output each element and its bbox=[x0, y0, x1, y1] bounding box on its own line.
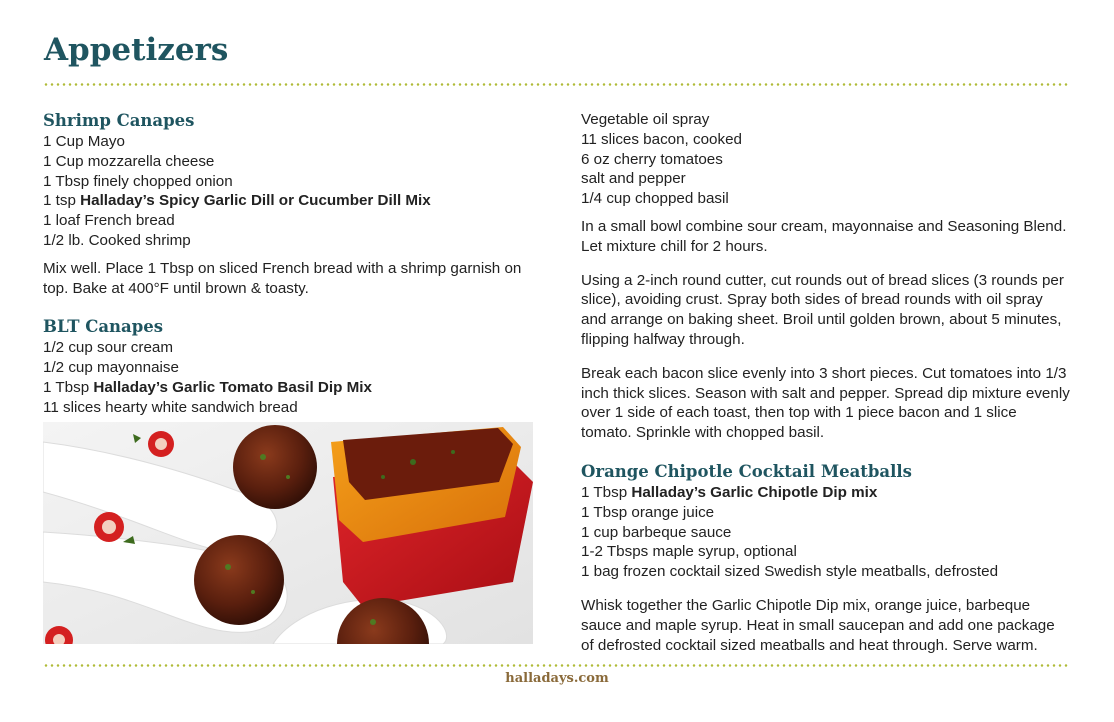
ingredient: 11 slices bacon, cooked bbox=[581, 130, 742, 148]
ingredient: 6 oz cherry tomatoes bbox=[581, 150, 723, 168]
ingredient: 1/2 cup mayonnaise bbox=[43, 359, 179, 377]
ingredient: 1 Cup mozzarella cheese bbox=[43, 152, 215, 170]
footer-website: halladays.com bbox=[505, 671, 609, 686]
shrimp-ingredients bbox=[43, 132, 533, 251]
ingredient: 1 bag frozen cocktail sized Swedish style meatballs, defrosted bbox=[581, 563, 999, 581]
ingredient-amount: 1 Tbsp bbox=[43, 378, 94, 396]
blt-ingredients-continued bbox=[581, 110, 1071, 209]
ingredient: 11 slices hearty white sandwich bread bbox=[43, 398, 298, 416]
ingredient bbox=[43, 191, 533, 211]
ingredient: 1/2 cup sour cream bbox=[43, 339, 173, 357]
bottom-divider bbox=[43, 664, 1070, 667]
ingredient: 1-2 Tbsps maple syrup, optional bbox=[581, 543, 797, 561]
ingredient: 1/2 lb. Cooked shrimp bbox=[43, 231, 191, 249]
ingredient: 1 Tbsp finely chopped onion bbox=[43, 172, 233, 190]
blt-direction-1: In a small bowl combine sour cream, mayonnaise and Seasoning Blend. Let mixture chill for 2 hours. bbox=[581, 217, 1067, 255]
meatballs-title: Orange Chipotle Cocktail Meatballs bbox=[581, 461, 912, 481]
ingredient: Vegetable oil spray bbox=[581, 111, 710, 128]
product-name: Halladay’s Garlic Tomato Basil Dip Mix bbox=[93, 378, 372, 396]
product-name: Halladay’s Garlic Chipotle Dip mix bbox=[631, 483, 878, 501]
shrimp-directions: Mix well. Place 1 Tbsp on sliced French bread with a shrimp garnish on top. Bake at 400°F until brown & toasty. bbox=[43, 259, 522, 297]
blt-ingredients bbox=[43, 338, 533, 417]
meatballs-ingredients bbox=[581, 483, 1071, 582]
blt-direction-2: Using a 2-inch round cutter, cut rounds out of bread slices (3 rounds per slice), avoiding crust. Spray both sides of bread rounds with oil spray and arrange on baking sheet. Broil until golden brown, about 5 minutes, flipping halfway through. bbox=[581, 271, 1064, 348]
page-title: Appetizers bbox=[44, 32, 229, 68]
blt-direction-3: Break each bacon slice evenly into 3 short pieces. Cut tomatoes into 1/3 inch thick slices. Season with salt and pepper. Spread dip mixture evenly over 1 side of each toast, then top with 1 piece bacon and 1 slice tomato. Sprinkle with chopped basil. bbox=[581, 364, 1070, 442]
ingredient: salt and pepper bbox=[581, 170, 686, 188]
right-column bbox=[581, 110, 1071, 655]
meatballs-directions: Whisk together the Garlic Chipotle Dip mix, orange juice, barbeque sauce and maple syrup. Heat in small saucepan and add one package of defrosted cocktail sized meatballs and heat through. Serve warm. bbox=[581, 596, 1055, 654]
ingredient bbox=[581, 483, 1071, 503]
ingredient: 1 cup barbeque sauce bbox=[581, 523, 732, 541]
ingredient bbox=[43, 378, 533, 398]
ingredient-amount: 1 Tbsp bbox=[581, 483, 632, 501]
ingredient: 1 loaf French bread bbox=[43, 212, 175, 230]
ingredient: 1 Cup Mayo bbox=[43, 133, 125, 150]
left-column bbox=[43, 110, 533, 418]
ingredient: 1 Tbsp orange juice bbox=[581, 503, 715, 521]
meatballs-photo bbox=[43, 422, 533, 644]
product-name: Halladay’s Spicy Garlic Dill or Cucumber Dill Mix bbox=[80, 192, 431, 210]
ingredient-amount: 1 tsp bbox=[43, 192, 81, 210]
ingredient: 1/4 cup chopped basil bbox=[581, 190, 729, 208]
blt-canapes-title: BLT Canapes bbox=[43, 317, 164, 337]
top-divider bbox=[43, 83, 1070, 86]
shrimp-canapes-title: Shrimp Canapes bbox=[43, 111, 195, 130]
